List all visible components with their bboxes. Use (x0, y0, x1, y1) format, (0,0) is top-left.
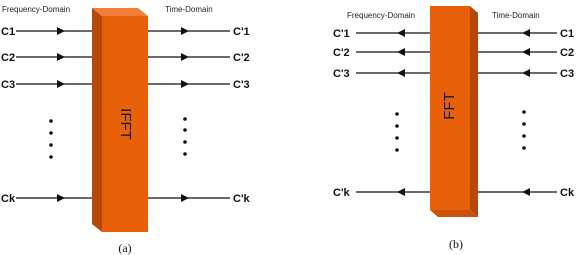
arrow-right-icon (57, 80, 65, 88)
arrow-right-icon (57, 53, 65, 61)
panel-b-output-ellipsis (395, 112, 399, 152)
panel-b-input-c1: C1 (560, 28, 575, 40)
arrow-right-icon (181, 53, 189, 61)
arrow-left-icon (397, 188, 405, 196)
panel-a-right-header: Time-Domain (165, 5, 213, 14)
panel-a-input-c2: C2 (1, 52, 16, 64)
arrow-right-icon (181, 194, 189, 202)
arrow-left-icon (522, 188, 530, 196)
ifft-block-side (92, 8, 102, 232)
fft-block (430, 6, 478, 217)
ifft-block-label: IFFT (117, 108, 134, 140)
panel-b-output-ck: C'k (333, 187, 350, 199)
panel-b-input-ck: Ck (560, 187, 575, 199)
panel-a-caption: (a) (118, 241, 132, 255)
arrow-right-icon (57, 27, 65, 35)
fft-block-label: FFT (441, 92, 458, 120)
panel-b-caption: (b) (449, 237, 463, 251)
panel-b-output-c2: C'2 (333, 47, 350, 59)
panel-b-input-ellipsis (522, 110, 526, 150)
panel-a-output-c1: C'1 (233, 26, 250, 38)
arrow-left-icon (397, 69, 405, 77)
arrow-left-icon (522, 48, 530, 56)
arrow-right-icon (181, 80, 189, 88)
arrow-left-icon (522, 69, 530, 77)
panel-b-input-c3: C3 (560, 68, 575, 80)
panel-a-input-c3: C3 (1, 79, 16, 91)
panel-b-output-c3: C'3 (333, 68, 350, 80)
arrow-right-icon (181, 27, 189, 35)
panel-a-input-ck: Ck (1, 193, 16, 205)
fft-block-side (470, 6, 478, 217)
ifft-block (92, 8, 148, 232)
panel-a-output-ellipsis (183, 117, 187, 156)
arrow-left-icon (522, 29, 530, 37)
panel-b (333, 6, 575, 251)
panel-b-right-header: Time-Domain (492, 11, 540, 20)
panel-a-output-ck: C'k (233, 193, 250, 205)
panel-a-left-header: Frequency-Domain (2, 5, 71, 14)
panel-a-output-c3: C'3 (233, 79, 250, 91)
arrow-left-icon (397, 29, 405, 37)
panel-a-output-c2: C'2 (233, 52, 250, 64)
arrow-left-icon (397, 48, 405, 56)
fft-block-bottom (430, 210, 478, 217)
panel-b-left-header: Frequency-Domain (347, 11, 416, 20)
panel-a-input-c1: C1 (1, 26, 16, 38)
panel-b-output-c1: C'1 (333, 28, 350, 40)
arrow-right-icon (57, 194, 65, 202)
panel-a (1, 5, 251, 255)
panel-b-input-c2: C2 (560, 47, 575, 59)
panel-a-input-ellipsis (49, 119, 53, 159)
